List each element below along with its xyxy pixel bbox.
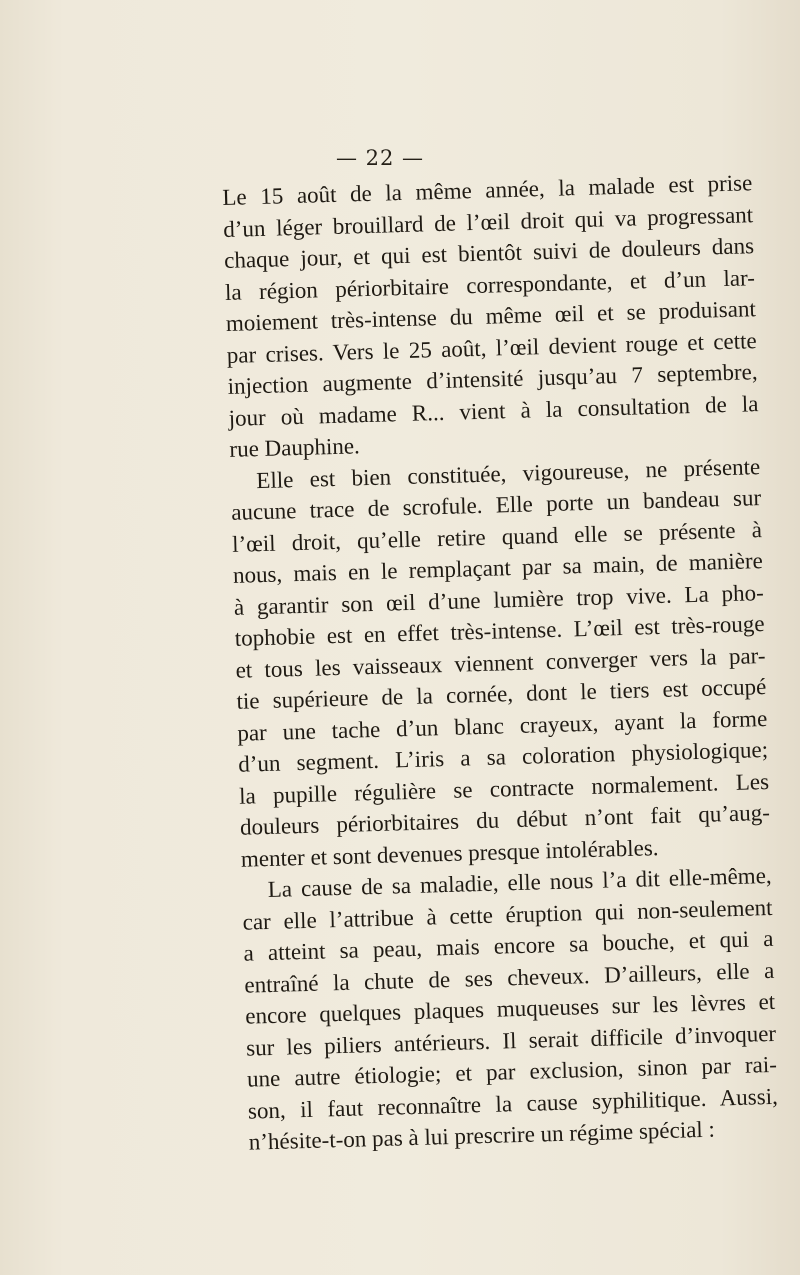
text-line: n’hésite-t-on pas à lui prescrire un régime spécial : [248,1116,716,1155]
body-text [222,167,779,1158]
text-line: jour où madame R... vient à la consultation de la [228,390,759,431]
text-line: et tous les vaisseaux viennent converger vers la par- [235,642,766,683]
text-line: Elle est bien constituée, vigoureuse, ne présente [255,453,761,493]
text-line: tophobie est en effet très-intense. L’œil est très-rouge [234,611,765,651]
text-line: son, il faut reconnaître la cause syphilitique. Aussi, [247,1083,779,1124]
text-line: injection augmente d’intensité jusqu’au 7 septembre, [227,359,758,399]
text-line: Le 15 août de la même année, la malade est prise [222,170,753,210]
text-line: la pupille régulière se contracte normalement. Les [238,768,770,809]
text-line: menter et sont devenues presque intolérables. [240,834,659,872]
text-line: a atteint sa peau, mais encore sa bouche, et qui a [243,925,774,966]
text-line: d’un léger brouillard de l’œil droit qui va progressant [222,201,754,242]
text-line: par une tache d’un blanc crayeux, ayant la forme [237,705,768,746]
text-line: la région périorbitaire correspondante, et d’un lar- [224,264,756,305]
page-number: — 22 — [335,146,425,170]
paragraph [222,167,760,465]
text-line: moiement très-intense du même œil et se produisant [225,296,757,336]
text-line: La cause de sa maladie, elle nous l’a dit elle-même, [267,862,772,902]
paragraph [241,860,779,1158]
paragraph [230,451,771,875]
text-line: car elle l’attribue à cette éruption qui non-seulement [242,894,773,935]
text-line: rue Dauphine. [229,433,361,462]
text-line: entraîné la chute de ses cheveux. D’ailleurs, elle a [244,957,775,998]
text-line: nous, mais en le remplaçant par sa main, de manière [232,548,764,588]
text-line: l’œil droit, qu’elle retire quand elle se présente à [231,516,763,557]
text-line: tie supérieure de la cornée, dont le tiers est occupé [236,674,767,714]
text-line: une autre étiologie; et par exclusion, sinon par rai- [246,1051,778,1092]
text-line: par crises. Vers le 25 août, l’œil devient rouge et cette [226,327,757,368]
text-line: sur les piliers antérieurs. Il serait difficile d’invoquer [245,1020,777,1061]
text-line: d’un segment. L’iris a sa coloration physiologique; [237,736,769,777]
text-line: à garantir son œil d’une lumière trop vive. La pho- [233,579,765,620]
text-line: encore quelques plaques muqueuses sur les lèvres et [244,988,776,1029]
text-line: chaque jour, et qui est bientôt suivi de douleurs dans [223,233,755,273]
text-line: aucune trace de scrofule. Elle porte un bandeau sur [230,485,762,525]
text-line: douleurs périorbitaires du début n’ont fait qu’aug- [239,799,771,840]
